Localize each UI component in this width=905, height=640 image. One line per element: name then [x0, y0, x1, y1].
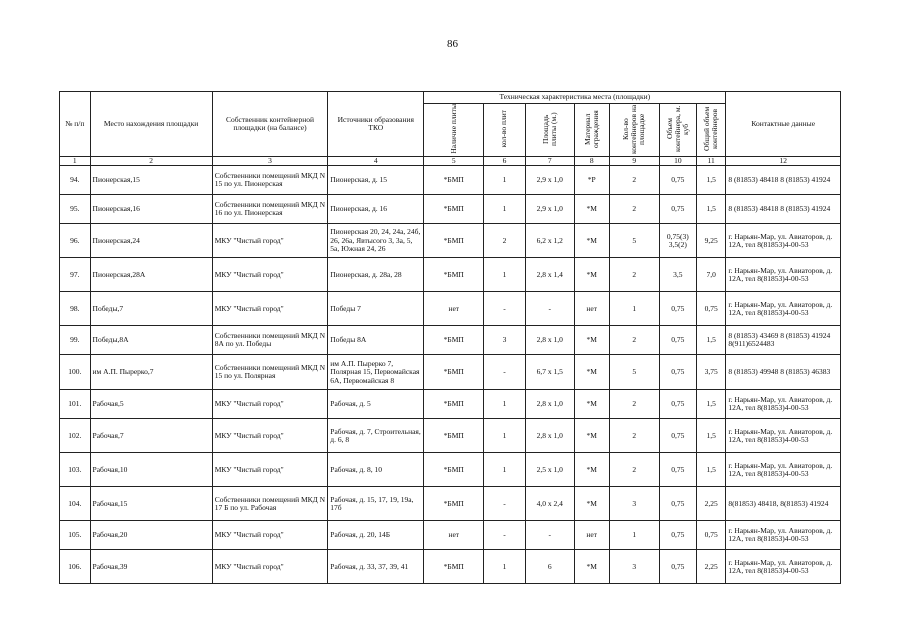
row-owner: МКУ "Чистый город" [212, 521, 328, 550]
row-total-volume: 1,5 [696, 326, 726, 355]
row-sources: Рабочая, д. 33, 37, 39, 41 [328, 550, 424, 584]
row-total-volume: 1,5 [696, 195, 726, 224]
row-container-count: 2 [609, 166, 659, 195]
row-slab-area: 6,2 x 1,2 [525, 224, 574, 258]
row-fence-material: *М [574, 355, 609, 390]
row-slab-count: 1 [484, 195, 525, 224]
row-slab-area: 2,8 x 1,0 [525, 419, 574, 453]
row-fence-material: нет [574, 521, 609, 550]
row-owner: МКУ "Чистый город" [212, 224, 328, 258]
table-row [60, 326, 841, 355]
row-contacts: г. Нарьян-Мар, ул. Авиаторов, д. 12А, тел 8(81853)4-00-53 [726, 453, 841, 487]
row-sources: Рабочая, д. 20, 14Б [328, 521, 424, 550]
row-slab: *БМП [424, 419, 484, 453]
row-total-volume: 9,25 [696, 224, 726, 258]
row-sources: Победы 8А [328, 326, 424, 355]
row-owner: Собственники помещений МКД N 15 по ул. Полярная [212, 355, 328, 390]
column-number: 12 [726, 157, 841, 166]
row-number: 102. [60, 419, 91, 453]
row-container-volume: 0,75 [659, 419, 696, 453]
row-number: 100. [60, 355, 91, 390]
row-owner: Собственники помещений МКД N 15 по ул. Пионерская [212, 166, 328, 195]
row-container-volume: 0,75 [659, 326, 696, 355]
row-fence-material: *М [574, 487, 609, 521]
header-slab-area: Площадь плиты (м.) [525, 104, 574, 157]
row-slab-count: 1 [484, 390, 525, 419]
header-fence-material: Материал ограждения [574, 104, 609, 157]
row-fence-material: *М [574, 195, 609, 224]
row-slab-count: 1 [484, 550, 525, 584]
table-row [60, 550, 841, 584]
row-slab: *БМП [424, 166, 484, 195]
row-slab-area: 2,5 x 1,0 [525, 453, 574, 487]
row-container-volume: 0,75 [659, 292, 696, 326]
row-contacts: 8 (81853) 48418 8 (81853) 41924 [726, 195, 841, 224]
row-container-count: 5 [609, 355, 659, 390]
row-location: им А.П. Пырерко,7 [90, 355, 212, 390]
row-container-count: 2 [609, 326, 659, 355]
row-fence-material: *М [574, 550, 609, 584]
row-total-volume: 7,0 [696, 258, 726, 292]
header-sources: Источники образования ТКО [328, 92, 424, 157]
row-fence-material: *М [574, 419, 609, 453]
table-row [60, 258, 841, 292]
row-total-volume: 2,25 [696, 487, 726, 521]
header-num: № п/п [60, 92, 91, 157]
row-container-count: 3 [609, 487, 659, 521]
row-container-volume: 0,75 [659, 453, 696, 487]
row-owner: МКУ "Чистый город" [212, 292, 328, 326]
header-location: Место нахождения площадки [90, 92, 212, 157]
row-container-volume: 0,75 [659, 355, 696, 390]
column-number: 4 [328, 157, 424, 166]
row-slab-area: 6,7 x 1,5 [525, 355, 574, 390]
row-sources: им А.П. Пырерко 7, Полярная 15, Первомайская 6А, Первомайская 8 [328, 355, 424, 390]
row-owner: МКУ "Чистый город" [212, 390, 328, 419]
row-slab-area: 2,9 x 1,0 [525, 195, 574, 224]
header-slab-count: кол-во плит [484, 104, 525, 157]
row-container-volume: 3,5 [659, 258, 696, 292]
sites-table [59, 91, 841, 584]
column-number: 9 [609, 157, 659, 166]
row-slab-count: 1 [484, 258, 525, 292]
row-sources: Рабочая, д. 7, Строительная, д. 6, 8 [328, 419, 424, 453]
column-number: 8 [574, 157, 609, 166]
row-location: Рабочая,7 [90, 419, 212, 453]
row-total-volume: 3,75 [696, 355, 726, 390]
row-slab-count: - [484, 355, 525, 390]
table-body [60, 166, 841, 584]
header-contacts: Контактные данные [726, 92, 841, 157]
header-container-volume: Объем контейнера, м. куб [659, 104, 696, 157]
row-sources: Рабочая, д. 5 [328, 390, 424, 419]
row-contacts: 8(81853) 48418, 8(81853) 41924 [726, 487, 841, 521]
row-slab: *БМП [424, 224, 484, 258]
table-row [60, 521, 841, 550]
column-number: 5 [424, 157, 484, 166]
row-location: Победы,8А [90, 326, 212, 355]
row-fence-material: *М [574, 326, 609, 355]
table-row [60, 355, 841, 390]
row-location: Рабочая,20 [90, 521, 212, 550]
row-slab: *БМП [424, 453, 484, 487]
row-slab-area: 2,8 x 1,0 [525, 326, 574, 355]
table-row [60, 487, 841, 521]
row-slab-count: 1 [484, 453, 525, 487]
row-number: 104. [60, 487, 91, 521]
row-slab: нет [424, 521, 484, 550]
row-fence-material: *М [574, 224, 609, 258]
row-container-count: 5 [609, 224, 659, 258]
row-total-volume: 0,75 [696, 292, 726, 326]
row-slab-count: - [484, 487, 525, 521]
row-slab: *БМП [424, 326, 484, 355]
row-total-volume: 1,5 [696, 419, 726, 453]
row-owner: Собственники помещений МКД N 8А по ул. Победы [212, 326, 328, 355]
header-container-count: Кол-во контейнеров на площадке [609, 104, 659, 157]
row-number: 105. [60, 521, 91, 550]
row-contacts: г. Нарьян-Мар, ул. Авиаторов, д. 12А, тел 8(81853)4-00-53 [726, 390, 841, 419]
table-row [60, 195, 841, 224]
header-tech-group: Техническая характеристика места (площадки) [424, 92, 726, 104]
row-contacts: г. Нарьян-Мар, ул. Авиаторов, д. 12А, тел 8(81853)4-00-53 [726, 224, 841, 258]
row-number: 96. [60, 224, 91, 258]
row-contacts: 8 (81853) 49948 8 (81853) 46383 [726, 355, 841, 390]
row-owner: МКУ "Чистый город" [212, 453, 328, 487]
row-location: Пионерская,28А [90, 258, 212, 292]
row-sources: Рабочая, д. 8, 10 [328, 453, 424, 487]
row-sources: Пионерская, д. 28а, 28 [328, 258, 424, 292]
row-slab-count: 2 [484, 224, 525, 258]
row-container-count: 2 [609, 258, 659, 292]
header-slabs-present: Наличие плиты [424, 104, 484, 157]
table-row [60, 453, 841, 487]
row-owner: МКУ "Чистый город" [212, 419, 328, 453]
row-total-volume: 0,75 [696, 521, 726, 550]
row-sources: Рабочая, д. 15, 17, 19, 19а, 17б [328, 487, 424, 521]
row-slab: *БМП [424, 390, 484, 419]
table-row [60, 419, 841, 453]
row-fence-material: нет [574, 292, 609, 326]
row-number: 97. [60, 258, 91, 292]
row-total-volume: 2,25 [696, 550, 726, 584]
row-container-volume: 0,75 [659, 166, 696, 195]
row-owner: Собственники помещений МКД N 17 Б по ул. Рабочая [212, 487, 328, 521]
row-contacts: г. Нарьян-Мар, ул. Авиаторов, д. 12А, тел 8(81853)4-00-53 [726, 419, 841, 453]
row-contacts: г. Нарьян-Мар, ул. Авиаторов, д. 12А, тел 8(81853)4-00-53 [726, 521, 841, 550]
row-slab-area: 6 [525, 550, 574, 584]
row-location: Победы,7 [90, 292, 212, 326]
row-fence-material: *М [574, 453, 609, 487]
row-fence-material: *М [574, 390, 609, 419]
row-number: 95. [60, 195, 91, 224]
header-row-1 [60, 92, 841, 104]
row-number: 99. [60, 326, 91, 355]
row-location: Рабочая,15 [90, 487, 212, 521]
row-slab-count: - [484, 292, 525, 326]
row-slab-area: 4,0 x 2,4 [525, 487, 574, 521]
row-owner: МКУ "Чистый город" [212, 550, 328, 584]
row-total-volume: 1,5 [696, 166, 726, 195]
row-total-volume: 1,5 [696, 390, 726, 419]
row-container-volume: 0,75 [659, 487, 696, 521]
column-number: 6 [484, 157, 525, 166]
row-fence-material: *Р [574, 166, 609, 195]
row-contacts: г. Нарьян-Мар, ул. Авиаторов, д. 12А, тел 8(81853)4-00-53 [726, 258, 841, 292]
row-location: Рабочая,39 [90, 550, 212, 584]
row-container-count: 3 [609, 550, 659, 584]
table-row [60, 224, 841, 258]
row-location: Пионерская,15 [90, 166, 212, 195]
column-number: 2 [90, 157, 212, 166]
row-sources: Пионерская, д. 16 [328, 195, 424, 224]
row-container-volume: 0,75 [659, 521, 696, 550]
row-contacts: 8 (81853) 48418 8 (81853) 41924 [726, 166, 841, 195]
row-owner: Собственники помещений МКД N 16 по ул. Пионерская [212, 195, 328, 224]
row-slab-count: - [484, 521, 525, 550]
column-number: 11 [696, 157, 726, 166]
row-slab: *БМП [424, 487, 484, 521]
column-number: 7 [525, 157, 574, 166]
row-slab-count: 1 [484, 166, 525, 195]
row-container-count: 2 [609, 390, 659, 419]
row-container-count: 1 [609, 521, 659, 550]
column-number: 10 [659, 157, 696, 166]
row-contacts: г. Нарьян-Мар, ул. Авиаторов, д. 12А, тел 8(81853)4-00-53 [726, 292, 841, 326]
row-location: Рабочая,10 [90, 453, 212, 487]
row-slab: нет [424, 292, 484, 326]
row-sources: Пионерская 20, 24, 24а, 24б, 26, 26а, Явтысого 3, 3а, 5, 5а, Южная 24, 26 [328, 224, 424, 258]
row-contacts: г. Нарьян-Мар, ул. Авиаторов, д. 12А, тел 8(81853)4-00-53 [726, 550, 841, 584]
column-number: 3 [212, 157, 328, 166]
row-owner: МКУ "Чистый город" [212, 258, 328, 292]
row-slab: *БМП [424, 195, 484, 224]
row-location: Пионерская,16 [90, 195, 212, 224]
row-number: 106. [60, 550, 91, 584]
row-sources: Победы 7 [328, 292, 424, 326]
row-container-count: 2 [609, 195, 659, 224]
row-slab-area: - [525, 521, 574, 550]
table-row [60, 292, 841, 326]
row-container-count: 2 [609, 453, 659, 487]
row-slab: *БМП [424, 258, 484, 292]
column-number: 1 [60, 157, 91, 166]
header-owner: Собственник контейнерной площадки (на балансе) [212, 92, 328, 157]
row-slab: *БМП [424, 550, 484, 584]
row-container-count: 2 [609, 419, 659, 453]
row-total-volume: 1,5 [696, 453, 726, 487]
row-location: Пионерская,24 [90, 224, 212, 258]
row-slab-area: 2,8 x 1,0 [525, 390, 574, 419]
row-slab-count: 1 [484, 419, 525, 453]
table-row [60, 390, 841, 419]
row-number: 94. [60, 166, 91, 195]
row-container-volume: 0,75 [659, 195, 696, 224]
table-row [60, 166, 841, 195]
row-location: Рабочая,5 [90, 390, 212, 419]
row-slab-area: 2,8 x 1,4 [525, 258, 574, 292]
row-slab-count: 3 [484, 326, 525, 355]
row-slab-area: 2,9 x 1,0 [525, 166, 574, 195]
row-fence-material: *М [574, 258, 609, 292]
row-number: 98. [60, 292, 91, 326]
row-container-count: 1 [609, 292, 659, 326]
row-number: 103. [60, 453, 91, 487]
header-total-volume: Общий объем контейнеров [696, 104, 726, 157]
row-slab-area: - [525, 292, 574, 326]
row-container-volume: 0,75 [659, 550, 696, 584]
column-number-row [60, 157, 841, 166]
row-container-volume: 0,75 [659, 390, 696, 419]
row-slab: *БМП [424, 355, 484, 390]
row-number: 101. [60, 390, 91, 419]
page-number: 86 [447, 38, 458, 50]
row-contacts: 8 (81853) 43469 8 (81853) 41924 8(911)6524483 [726, 326, 841, 355]
row-sources: Пионерская, д. 15 [328, 166, 424, 195]
row-container-volume: 0,75(3) 3,5(2) [659, 224, 696, 258]
